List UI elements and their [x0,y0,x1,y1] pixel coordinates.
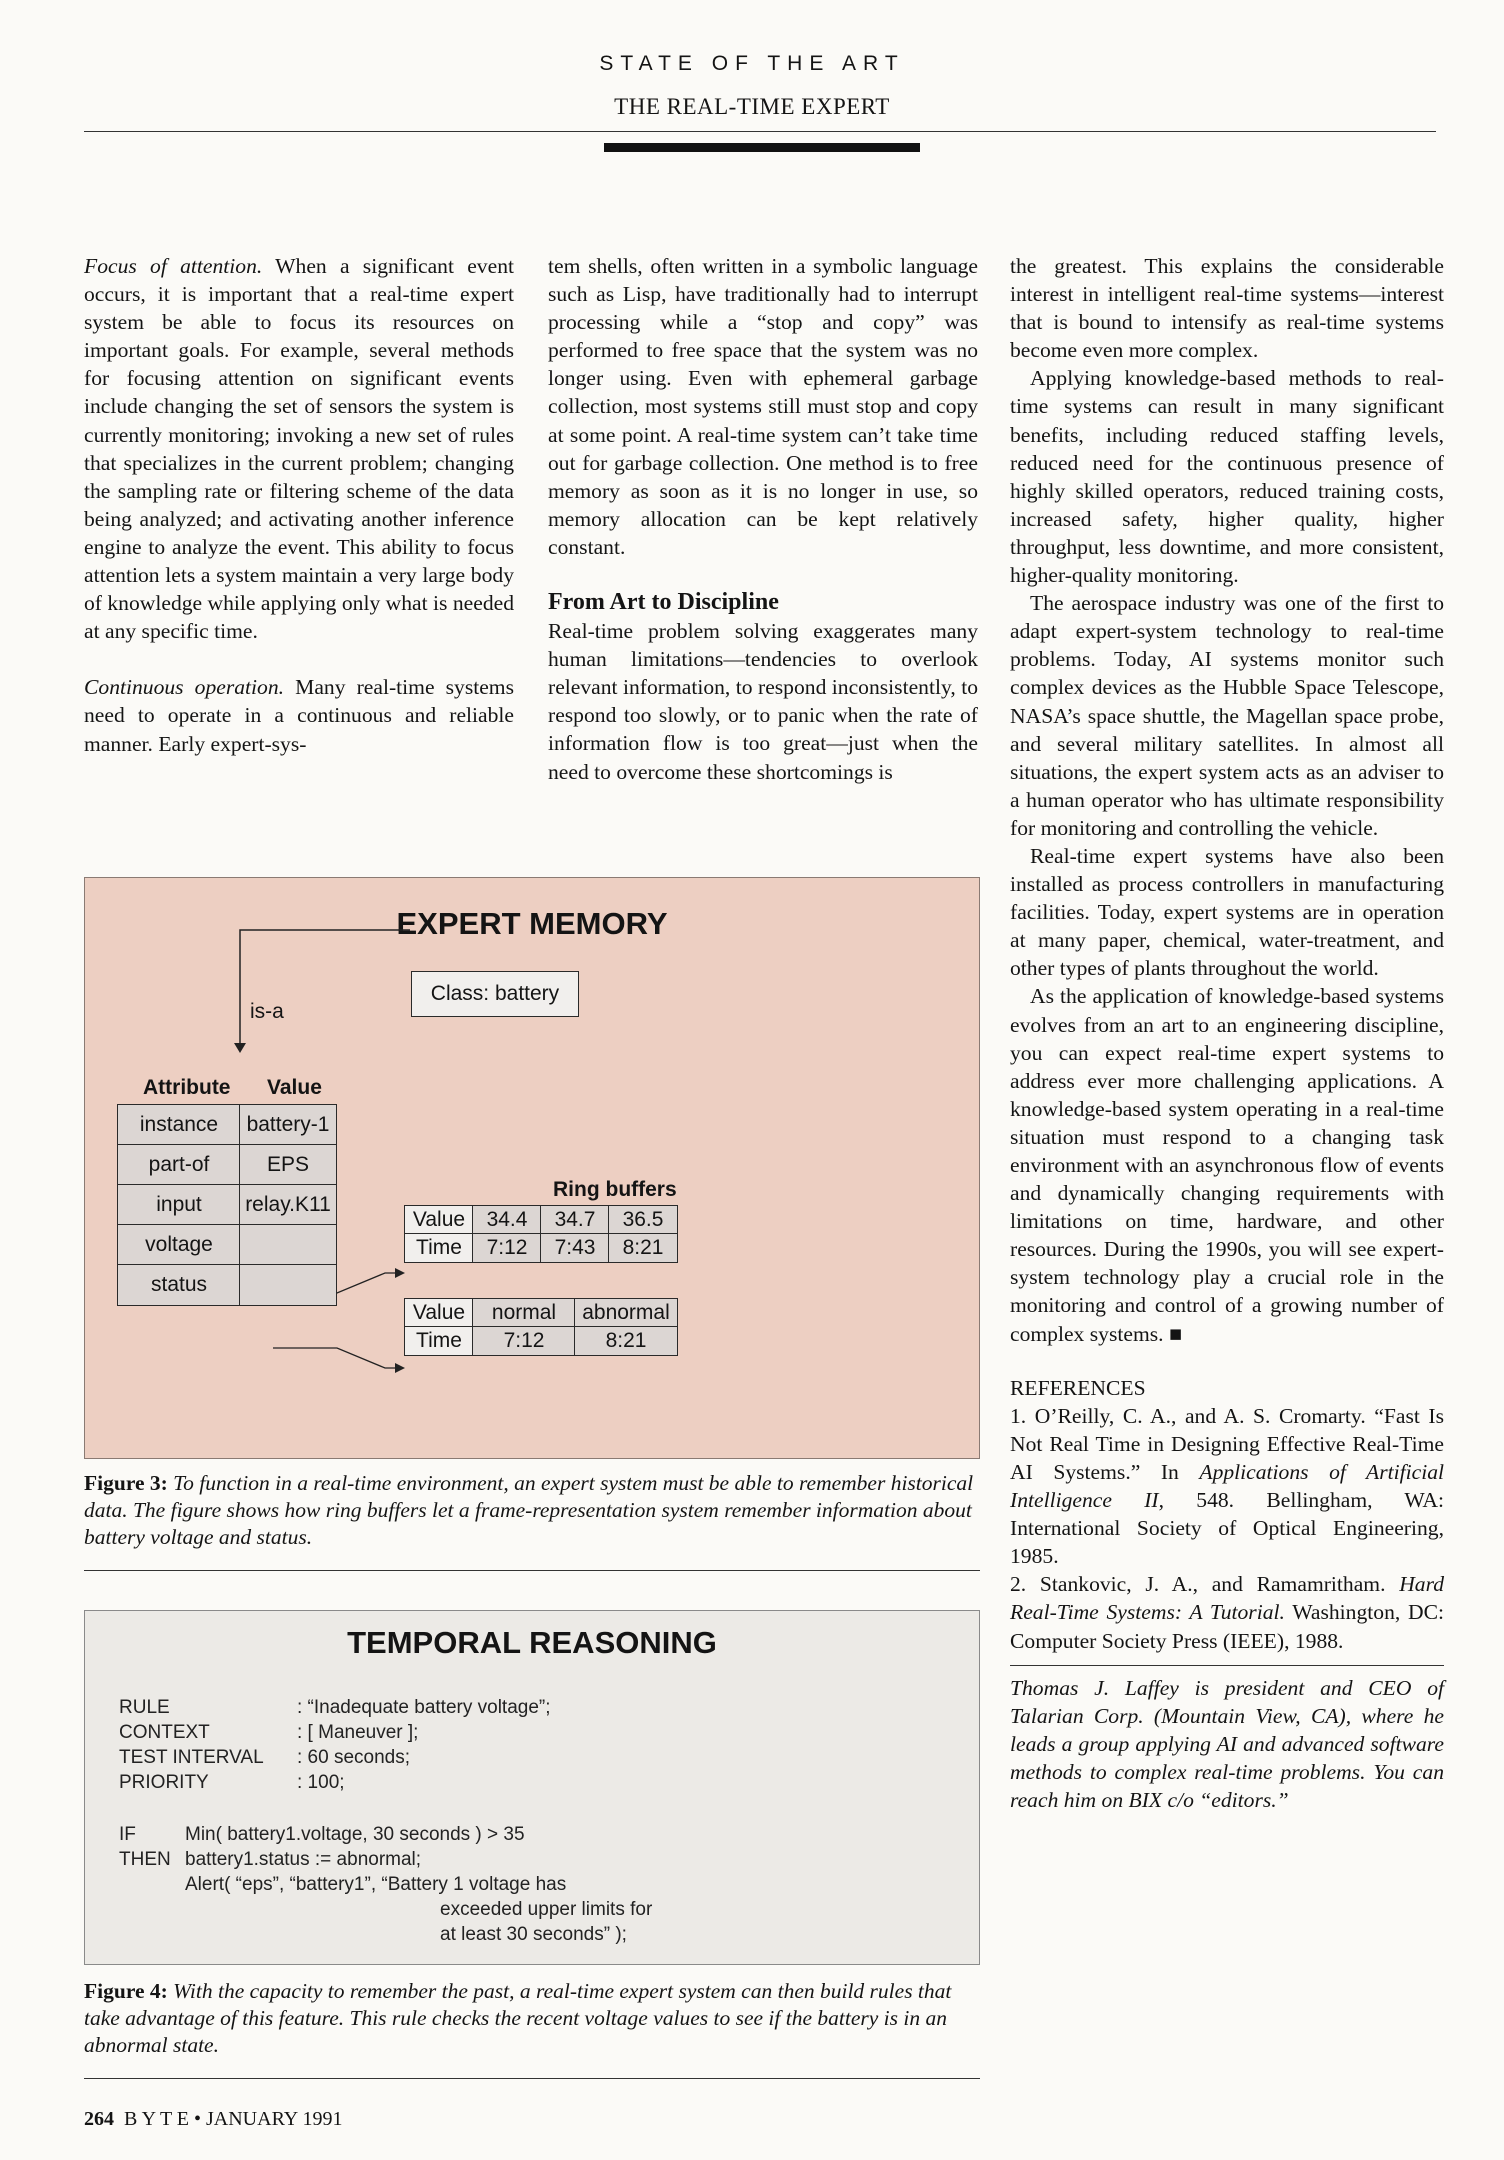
field-value: : 100; [297,1772,345,1793]
paragraph: Focus of attention. When a significant event occurs, it is important that a real-time expert system be able to focus its resources on important goals. For example, several methods for focusing attention on significant events include changing the set of sensors the system is currently monitoring; invoking a new set of rules that specializes in the current problem; changing the sampling rate or filtering scheme of the data being analyzed; and activating another inference engine to analyze the event. This ability to focus attention lets a system maintain a very large body of knowledge while applying only what is needed at any specific time. [84,254,514,644]
references-title: REFERENCES [1010,1375,1146,1400]
reference-item: 2. Stankovic, J. A., and Ramamritham. Hard Real-Time Systems: A Tutorial. Washington, DC: Computer Society Press (IEEE), 1988. [1010,1572,1444,1653]
ring-label: Value [404,1298,474,1328]
alert-line: at least 30 seconds” ); [440,1924,627,1945]
ring-cell: 36.5 [608,1205,678,1235]
table-cell: input [117,1184,241,1226]
field-key: RULE [119,1697,170,1718]
ring-cell: normal [472,1298,576,1328]
field-key: TEST INTERVAL [119,1747,264,1768]
figure-4-caption: Figure 4: With the capacity to remember the past, a real-time expert system can then build rules that take advantage of this feature. This rule checks the recent voltage values to see if the battery is in an abnormal state. [84,1979,952,2057]
ring-cell: abnormal [574,1298,678,1328]
ring-label: Value [404,1205,474,1235]
ring-cell: 7:12 [472,1233,542,1263]
section-heading: From Art to Discipline [548,589,779,616]
figure-3-caption: Figure 3: To function in a real-time environment, an expert system must be able to remember historical data. The figure shows how ring buffers let a frame-representation system remember information about battery voltage and status. [84,1471,974,1549]
table-cell: voltage [117,1224,241,1266]
reference-item: 1. O’Reilly, C. A., and A. S. Cromarty. “Fast Is Not Real Time in Designing Effective Real-Time AI Systems.” In Applications of Artificial Intelligence II, 548. Bellingham, WA: International Society of Optical Engineering, 1985. [1010,1403,1444,1569]
ring-cell: 7:43 [540,1233,610,1263]
paragraph: Real-time expert systems have also been installed as process controllers in manufacturing facilities. Today, expert systems are in operation at many paper, chemical, water-treatment, and other types of plants throughout the world. [1010,843,1444,981]
ring-cell: 34.7 [540,1205,610,1235]
alert-line: exceeded upper limits for [440,1899,653,1920]
field-key: PRIORITY [119,1772,209,1793]
author-bio: Thomas J. Laffey is president and CEO of Talarian Corp. (Mountain View, CA), where he leads a group applying AI and advanced software methods to complex real-time problems. You can reach him on BIX c/o “editors.” [1010,1675,1444,1812]
header-rule [84,131,1436,132]
table-cell: battery-1 [239,1104,337,1146]
running-title: THE REAL-TIME EXPERT [614,94,890,119]
isa-label: is-a [250,1000,284,1023]
class-box: Class: battery [411,971,579,1017]
attribute-header: Attribute [143,1076,231,1099]
table-cell: EPS [239,1144,337,1186]
ring-cell: 8:21 [608,1233,678,1263]
run-in-heading: Focus of attention. [84,254,263,278]
ring-label: Time [404,1233,474,1263]
page-footer [84,2108,343,2131]
value-header: Value [267,1076,322,1099]
paragraph: tem shells, often written in a symbolic language such as Lisp, have traditionally had to interrupt processing while a “stop and copy” was performed to free space that the system was no longer using. Even with ephemeral garbage collection, most systems still must stop and copy at some point. A real-time system can’t take time out for garbage collection. One method is to free memory as soon as it is no longer in use, so memory allocation can be kept relatively constant. [548,254,978,559]
field-key: CONTEXT [119,1722,210,1743]
figure-title: EXPERT MEMORY [396,906,668,941]
figure-title: TEMPORAL REASONING [347,1625,717,1660]
if-keyword: IF [119,1824,136,1845]
paragraph: the greatest. This explains the considerable interest in intelligent real-time systems—interest that is bound to intensify as real-time systems become even more complex. [1010,254,1444,363]
paragraph: The aerospace industry was one of the first to adapt expert-system technology to real-time problems. Today, AI systems monitor such complex devices as the Hubble Space Telescope, NASA’s space shuttle, the Magellan space probe, and several military satellites. In almost all situations, the expert system acts as an adviser to a human operator who has ultimate responsibility for monitoring and controlling the vehicle. [1010,591,1444,840]
field-value: : “Inadequate battery voltage”; [297,1697,551,1718]
column-2 [548,252,978,786]
table-cell: status [117,1264,241,1306]
figure-temporal-reasoning [84,1610,980,1965]
ring-cell: 7:12 [472,1326,576,1356]
caption-rule [84,2078,980,2079]
run-in-heading: Continuous operation. [84,675,285,700]
paragraph: Continuous operation. Many real-time systems need to operate in a continuous and reliable manner. Early expert-sys- [84,675,514,756]
column-3 [1010,252,1444,1814]
references [1010,1374,1444,1655]
column-1 [84,252,514,758]
table-cell [239,1224,337,1266]
header-bar [604,143,920,152]
ring-cell: 34.4 [472,1205,542,1235]
end-mark: ■ [1168,1321,1182,1346]
table-cell: part-of [117,1144,241,1186]
field-value: : 60 seconds; [297,1747,411,1768]
table-cell [239,1264,337,1306]
ring-cell: 8:21 [574,1326,678,1356]
then-keyword: THEN [119,1849,171,1870]
paragraph: As the application of knowledge-based systems evolves from an art to an engineering discipline, you can expect real-time expert systems to address ever more challenging applications. A knowledge-based system operating in a real-time situation must respond to a changing task environment with an asynchronous flow of events and dynamically changing requirements with limitations on time, hardware, and other resources. During the 1990s, you will see expert-system technology play a crucial role in the monitoring and control of a growing number of complex systems. ■ [1010,984,1444,1346]
table-cell: instance [117,1104,241,1146]
figure-expert-memory [84,877,980,1459]
paragraph: Real-time problem solving exaggerates many human limitations—tendencies to overlook relevant information, to respond inconsistently, to respond too slowly, or to panic when the rate of information flow is too great—just when the need to overcome these shortcomings is [548,619,978,784]
table-cell: relay.K11 [239,1184,337,1226]
ring-label: Time [404,1326,474,1356]
ring-buffers-title: Ring buffers [553,1178,677,1201]
caption-rule [84,1570,980,1571]
field-value: : [ Maneuver ]; [297,1722,419,1743]
then-expression: battery1.status := abnormal; [185,1849,422,1870]
paragraph: Applying knowledge-based methods to real-time systems can result in many significant benefits, including reduced staffing levels, reduced need for the continuous presence of highly skilled operators, reduced training costs, increased safety, higher quality, higher throughput, less downtime, and more consistent, higher-quality monitoring. [1010,366,1444,588]
if-expression: Min( battery1.voltage, 30 seconds ) > 35 [185,1824,525,1845]
page-number: 264 [84,2108,114,2130]
section-kicker: STATE OF THE ART [599,52,905,75]
alert-line: Alert( “eps”, “battery1”, “Battery 1 voltage has [185,1874,567,1895]
publication-line: B Y T E • JANUARY 1991 [124,2108,343,2130]
